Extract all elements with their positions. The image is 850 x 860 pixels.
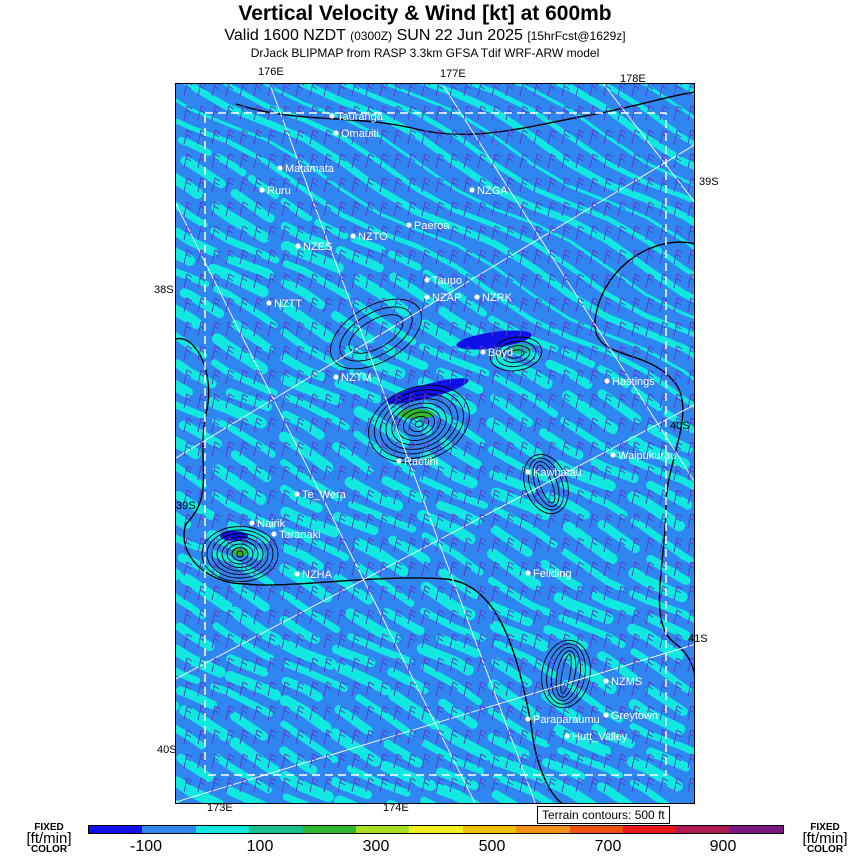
site-marker [406, 222, 411, 227]
site-label: Tauranga [337, 111, 383, 123]
colorbar-tick-label: 500 [478, 838, 506, 855]
valid-prefix: Valid 1600 NZDT [224, 27, 351, 44]
site-marker [259, 187, 264, 192]
site-marker [333, 374, 338, 379]
site-marker [277, 165, 282, 170]
site-marker [469, 187, 474, 192]
colorbar-swatch [89, 826, 142, 833]
colorbar-swatch [623, 826, 676, 833]
site-label: Hutt_Valley [572, 731, 628, 743]
site-marker [271, 531, 276, 536]
lat-label-40-left: 40S [157, 744, 177, 756]
chart-title: Vertical Velocity & Wind [kt] at 600mb [238, 2, 612, 25]
colorbar-swatch [142, 826, 195, 833]
site-label: Raetihi [404, 456, 439, 468]
site-label: NZTO [358, 231, 388, 243]
site-label: Nairik [257, 518, 286, 530]
colorbar-swatch [196, 826, 249, 833]
colorbar-swatch [676, 826, 729, 833]
site-label: Boyd [488, 347, 514, 359]
color-label: COLOR [30, 844, 68, 855]
site-marker [603, 712, 608, 717]
fixed-color-right [790, 822, 850, 855]
forecast-info: [15hrFcst@1629z] [527, 29, 626, 43]
units-label: [ft/min] [802, 830, 848, 847]
site-label: Greytown [611, 710, 659, 722]
colorbar-tick-label: 700 [594, 838, 622, 855]
site-marker [249, 520, 254, 525]
colorbar-swatch [730, 826, 783, 833]
site-marker [603, 678, 608, 683]
colorbar-swatch [303, 826, 356, 833]
site-label: NZTT [274, 298, 303, 310]
site-label: Kawhatau [533, 467, 582, 479]
site-label: Hastings [612, 376, 655, 388]
color-label: COLOR [806, 844, 844, 855]
colorbar-swatch [463, 826, 516, 833]
site-label: Paraparaumu [533, 714, 600, 726]
colorbar-swatch [249, 826, 302, 833]
colorbar-tick-label: -100 [129, 838, 163, 855]
site-label: NZMS [611, 676, 643, 688]
site-marker [525, 570, 530, 575]
site-marker [350, 233, 355, 238]
valid-date: SUN 22 Jun 2025 [392, 27, 528, 44]
site-marker [329, 113, 334, 118]
lat-label-40-right: 40S [670, 420, 690, 432]
lat-label-39-right: 39S [699, 176, 719, 188]
lat-label-38-left: 38S [154, 284, 174, 296]
lon-label-177: 177E [440, 68, 466, 80]
site-marker [610, 452, 615, 457]
colorbar-swatch [570, 826, 623, 833]
site-label: NZAP [432, 292, 462, 304]
site-marker [294, 491, 299, 496]
site-label: Te_Wera [302, 489, 346, 501]
site-label: Paeroa [414, 220, 450, 232]
site-label: Waipukurau [618, 450, 677, 462]
site-marker [480, 349, 485, 354]
site-marker [295, 243, 300, 248]
fixed-color-left [14, 822, 84, 855]
colorbar-swatch [409, 826, 462, 833]
site-marker [525, 469, 530, 474]
site-label: NZTM [341, 372, 372, 384]
site-label: Feilding [533, 568, 572, 580]
site-marker [474, 294, 479, 299]
colorbar-swatch [356, 826, 409, 833]
site-label: Omauiti [341, 128, 379, 140]
site-marker [525, 716, 530, 721]
valid-utc: (0300Z) [350, 29, 393, 43]
site-marker [396, 458, 401, 463]
fixed-label: FIXED [810, 822, 840, 833]
site-label: NZHA [302, 569, 332, 581]
site-marker [266, 300, 271, 305]
fixed-label: FIXED [34, 822, 64, 833]
colorbar-tick-label: 900 [709, 838, 737, 855]
lat-label-39-left: 39S [176, 500, 196, 512]
lon-label-176: 176E [258, 66, 284, 78]
forecast-map [175, 83, 695, 804]
site-label: NZRK [482, 292, 512, 304]
site-label: Taranaki [279, 529, 321, 541]
lon-label-173: 173E [207, 802, 233, 814]
lon-label-174: 174E [383, 802, 409, 814]
lon-label-178: 178E [620, 73, 646, 85]
map-canvas [176, 84, 695, 804]
site-marker [424, 294, 429, 299]
terrain-contour-note: Terrain contours: 500 ft [537, 806, 670, 824]
model-source: DrJack BLIPMAP from RASP 3.3km GFSA Tdif WRF-ARW model [250, 46, 600, 60]
site-marker [424, 277, 429, 282]
site-marker [294, 571, 299, 576]
site-label: Taupo [432, 275, 462, 287]
colorbar [88, 825, 784, 834]
site-marker [604, 378, 609, 383]
site-label: NZGA [477, 185, 508, 197]
colorbar-tick-label: 100 [246, 838, 274, 855]
colorbar-swatch [516, 826, 569, 833]
site-marker [564, 733, 569, 738]
lat-label-41-right: 41S [688, 633, 708, 645]
colorbar-tick-label: 300 [362, 838, 390, 855]
site-label: Ruru [267, 185, 291, 197]
units-label: [ft/min] [26, 830, 72, 847]
valid-time [0, 27, 850, 45]
site-label: NZES [303, 241, 333, 253]
site-label: Matamata [285, 163, 334, 175]
site-marker [333, 130, 338, 135]
